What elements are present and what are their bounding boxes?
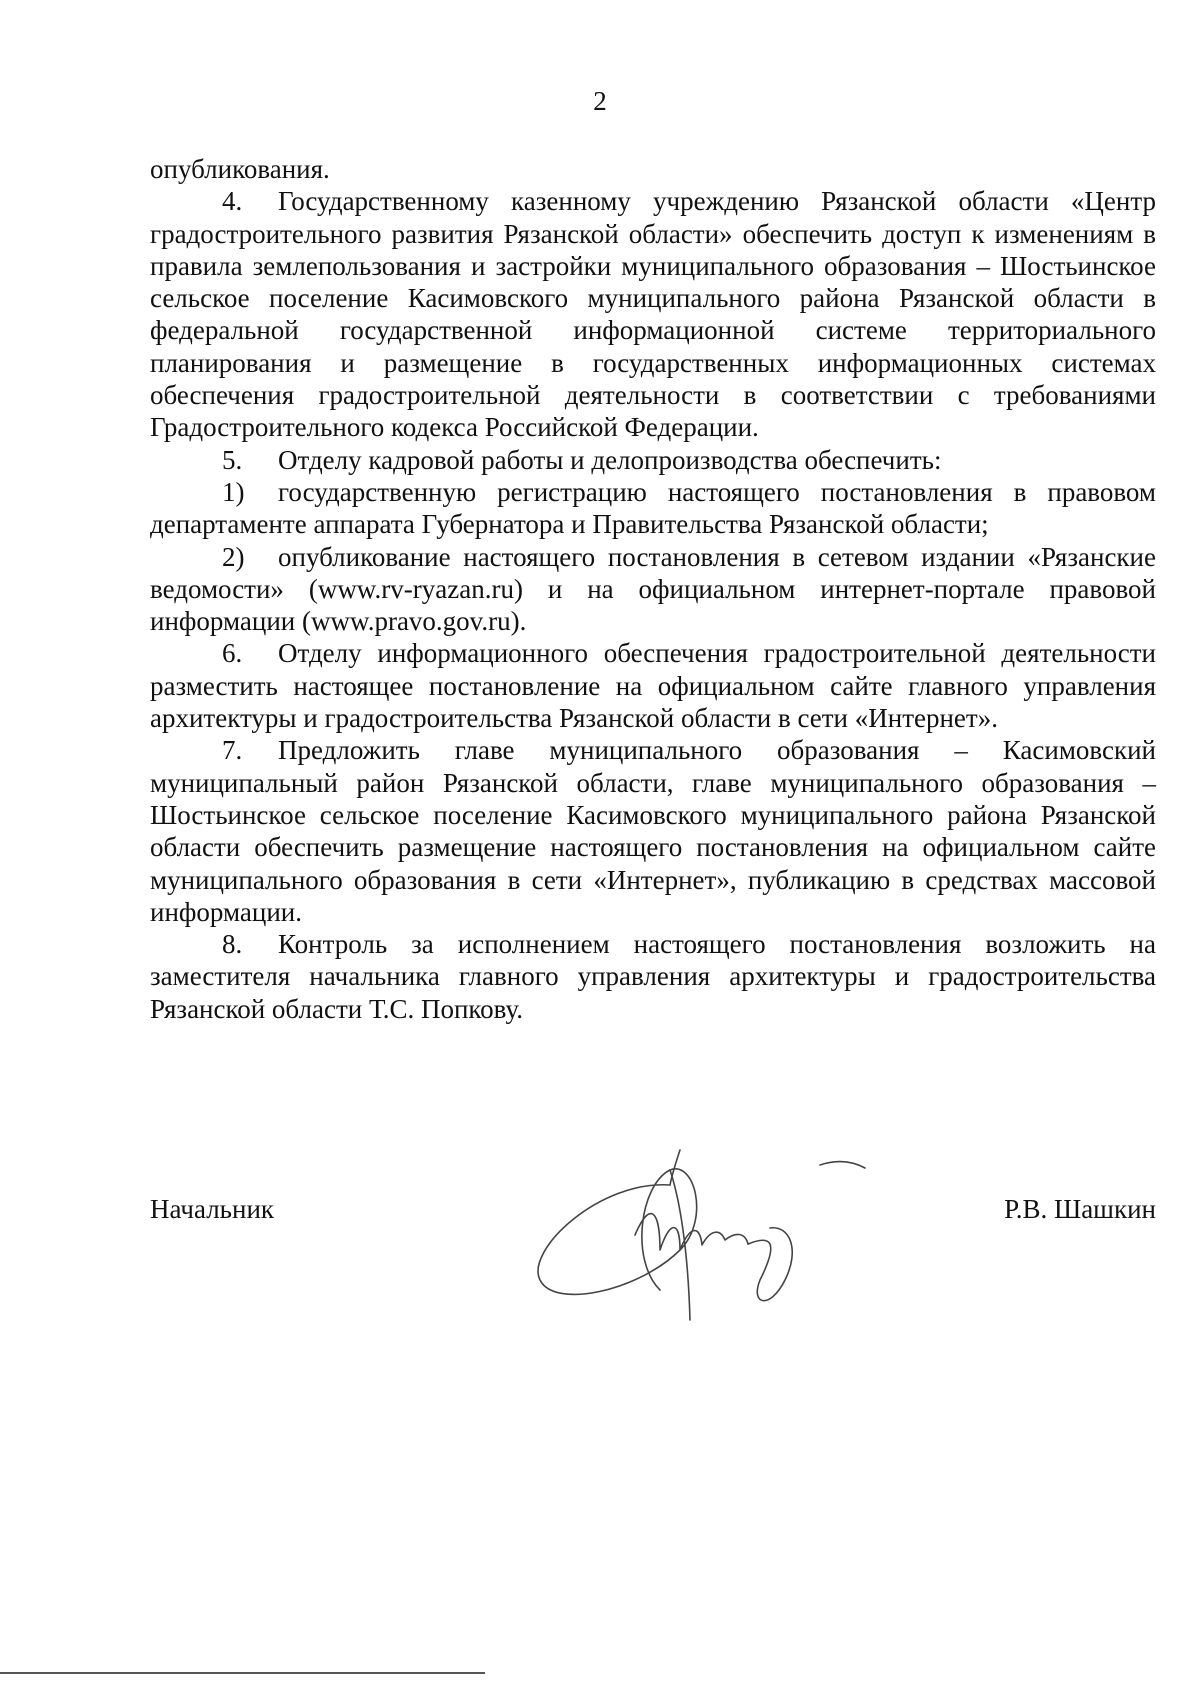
- item-number: 7.: [222, 735, 243, 766]
- paragraph-item-5: [150, 444, 1156, 476]
- paragraph-text: опубликование настоящего постановления в сетевом издании «Рязанские ведомости» (www.rv-ryazan.ru) и на официальном интернет-портале правовой информации (www.pravo.gov.ru).: [150, 541, 1156, 637]
- paragraph-text: опубликования.: [150, 154, 330, 184]
- paragraph-text: Контроль за исполнением настоящего постановления возложить на заместителя начальника главного управления архитектуры и градостроительства Рязанской области Т.С. Попкову.: [150, 929, 1156, 1024]
- paragraph-item-4: [150, 185, 1156, 443]
- item-number: 2): [222, 541, 245, 572]
- signature-stroke-flourish: [820, 1162, 865, 1168]
- signatory-name: Р.В. Шашкин: [1004, 1194, 1156, 1224]
- paragraph-text: Государственному казенному учреждению Рязанской области «Центр градостроительного развития Рязанской области» обеспечить доступ к изменениям в правила землепользования и застройки муниципального образования – Шостьинское сельское поселение Касимовского муниципального района Рязанской области в федеральной государственной информационной системе территориального планирования и размещение в государственных информационных системах обеспечения градостроительной деятельности в соответствии с требованиями Градостроительного кодекса Российской Федерации.: [150, 186, 1156, 443]
- signature-stroke-hook: [670, 1150, 680, 1185]
- item-number: 5.: [222, 444, 243, 475]
- signature-stroke-loop: [538, 1169, 697, 1295]
- paragraph-subitem-2: [150, 541, 1156, 638]
- item-number: 4.: [222, 186, 243, 217]
- handwritten-signature: [520, 1140, 900, 1330]
- paragraph-text: Отделу информационного обеспечения градостроительной деятельности разместить настоящее постановление на официальном сайте главного управления архитектуры и градостроительства Рязанской области в сети «Интернет».: [150, 638, 1156, 734]
- paragraph-text: Отделу кадровой работы и делопроизводства обеспечить:: [278, 444, 942, 475]
- page-number: 2: [593, 86, 607, 116]
- item-number: 6.: [222, 638, 243, 669]
- signature-stroke-tail: [748, 1228, 792, 1301]
- item-number: 1): [222, 476, 245, 507]
- signatory-title: Начальник: [150, 1194, 275, 1224]
- item-number: 8.: [222, 929, 243, 960]
- paragraph-subitem-1: [150, 476, 1156, 541]
- paragraph-continuation: [150, 153, 1156, 185]
- footer-rule: [0, 1672, 485, 1674]
- paragraph-item-6: [150, 637, 1156, 734]
- document-body: [150, 153, 1156, 1025]
- paragraph-text: государственную регистрацию настоящего постановления в правовом департаменте аппарата Губернатора и Правительства Рязанской области;: [150, 476, 1156, 540]
- paragraph-item-7: [150, 734, 1156, 928]
- paragraph-item-8: [150, 928, 1156, 1025]
- signature-stroke-letters: [635, 1214, 748, 1250]
- paragraph-text: Предложить главе муниципального образования – Касимовский муниципальный район Рязанской области, главе муниципального образования – Шостьинское сельское поселение Касимовского муниципального района Рязанской области обеспечить размещение настоящего постановления на официальном сайте муниципального образования в сети «Интернет», публикацию в средствах массовой информации.: [150, 735, 1156, 927]
